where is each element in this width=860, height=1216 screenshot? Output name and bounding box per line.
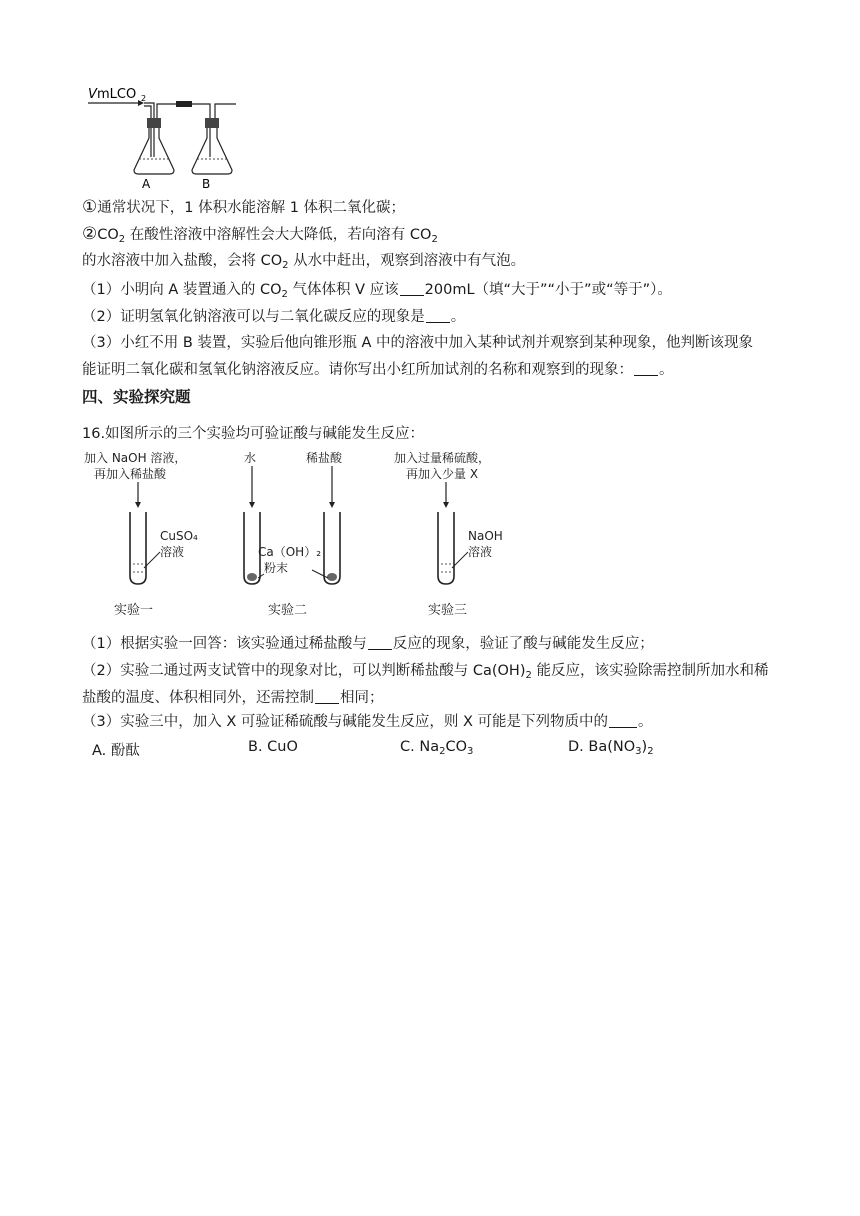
note-2-text-b: 在酸性溶液中溶解性会大大降低，若向溶有 CO	[125, 227, 432, 243]
note-2-text-c: 的水溶液中加入盐酸，会将 CO	[82, 253, 283, 269]
q15-part-1	[82, 280, 672, 300]
note-1-text: 通常状况下，1 体积水能溶解 1 体积二氧化碳；	[97, 200, 406, 216]
gas-label-sub: 2	[141, 94, 147, 103]
option-d-label-b: )	[641, 739, 648, 755]
exp3-side-label-2: 溶液	[468, 545, 493, 559]
answer-blank[interactable]	[400, 281, 424, 296]
option-c-label-a: C. Na	[400, 739, 440, 755]
note-2	[82, 224, 438, 245]
q16-part-1	[82, 634, 654, 654]
flask-a-label: A	[142, 177, 151, 191]
q15-p2-text-b: 。	[450, 309, 466, 325]
q16-p3-text-a: （3）实验三中，加入 X 可验证稀硫酸与碱能发生反应，则 X 可能是下列物质中的	[82, 714, 609, 730]
q15-part-2	[82, 307, 465, 327]
answer-blank[interactable]	[426, 308, 450, 323]
q15-p2-text-a: （2）证明氢氧化钠溶液可以与二氧化碳反应的现象是	[82, 309, 425, 325]
gas-label-v: V	[88, 87, 97, 102]
note-1-marker: ①	[82, 197, 98, 217]
q16-p2-text-a: （2）实验二通过两支试管中的现象对比，可以判断稀盐酸与 Ca(OH)	[82, 663, 526, 679]
exp2-acid-label: 稀盐酸	[306, 451, 343, 465]
q16-stem: 16.如图所示的三个实验均可验证酸与碱能发生反应：	[82, 426, 425, 442]
gas-apparatus-figure	[84, 82, 244, 194]
option-c-label-b: CO	[445, 739, 467, 755]
section-heading: 四、实验探究题	[82, 388, 191, 406]
exp1-instruction-1: 加入 NaOH 溶液，	[84, 451, 187, 465]
exp2-caption: 实验二	[268, 603, 308, 618]
q16-part-2	[82, 661, 768, 681]
note-2-marker: ②	[82, 224, 98, 244]
option-d-sub-1: 3	[635, 746, 642, 757]
q16-part-3	[82, 712, 653, 732]
exp2-side-label-2: 粉末	[264, 561, 289, 575]
q15-p3-line2-a: 能证明二氧化碳和氢氧化钠溶液反应。请你写出小红所加试剂的名称和观察到的现象：	[82, 362, 633, 378]
test-tube-3	[438, 512, 454, 584]
answer-blank[interactable]	[315, 689, 339, 704]
q16-p1-text-b: 反应的现象，验证了酸与碱能发生反应；	[392, 636, 654, 652]
exp1-caption: 实验一	[114, 603, 154, 618]
q15-p1-sub: 2	[281, 289, 288, 300]
q15-part-3-cont	[82, 360, 674, 380]
exp3-side-label-1: NaOH	[468, 529, 503, 543]
exp1-side-label-2: 溶液	[160, 545, 185, 559]
option-d[interactable]	[568, 739, 654, 755]
gas-label: mLCO	[97, 87, 137, 102]
q16-p3-text-b: 。	[638, 714, 653, 730]
note-2-sub-a: 2	[118, 234, 126, 245]
exp3-caption: 实验三	[428, 603, 468, 618]
answer-blank[interactable]	[609, 713, 637, 728]
q15-p1-text-c: 200mL（填“大于”“小于”或“等于”）。	[424, 282, 672, 298]
q15-part-3	[82, 333, 753, 353]
option-c-sub-1: 2	[439, 746, 446, 757]
option-d-sub-2: 2	[647, 746, 654, 757]
q15-p1-text-b: 气体体积 V 应该	[287, 282, 399, 298]
exp1-instruction-2: 再加入稀盐酸	[94, 467, 167, 481]
answer-blank[interactable]	[634, 361, 658, 376]
option-c-sub-2: 3	[467, 746, 474, 757]
note-2-sub-b: 2	[431, 234, 438, 245]
note-2-text-a: CO	[97, 227, 119, 243]
exp1-side-label-1: CuSO₄	[160, 529, 198, 543]
q15-p3-line2-b: 。	[659, 362, 674, 378]
note-2-text-d: 从水中赶出，观察到溶液中有气泡。	[288, 253, 526, 269]
q15-p3-line1: （3）小红不用 B 装置，实验后他向锥形瓶 A 中的溶液中加入某种试剂并观察到某种现象，他判断该现象	[82, 335, 754, 351]
exp2-water-label: 水	[244, 451, 257, 465]
flask-b-label: B	[202, 177, 211, 191]
q16-part-2-cont	[82, 688, 384, 708]
q16-p2-line2-b: 相同；	[340, 690, 384, 706]
option-a-label: A. 酚酞	[92, 743, 140, 759]
q16-p2-line2-a: 盐酸的温度、体积相同外，还需控制	[82, 690, 314, 706]
option-d-label-a: D. Ba(NO	[568, 739, 636, 755]
exp3-instruction-1: 加入过量稀硫酸，	[394, 451, 491, 465]
q15-p1-text-a: （1）小明向 A 装置通入的 CO	[82, 282, 282, 298]
note-1	[82, 197, 405, 218]
exp3-instruction-2: 再加入少量 X	[406, 467, 479, 481]
option-a[interactable]	[92, 739, 140, 760]
q16-p2-sub: 2	[525, 670, 532, 681]
exp2-side-label-1: Ca（OH）₂	[258, 545, 322, 559]
note-2-sub-c: 2	[282, 260, 289, 271]
q16-p1-text-a: （1）根据实验一回答：该实验通过稀盐酸与	[82, 636, 367, 652]
test-tube-1	[130, 512, 146, 584]
option-b[interactable]	[248, 739, 298, 755]
answer-blank[interactable]	[368, 635, 392, 650]
experiments-figure	[84, 448, 514, 624]
q16-p2-text-b: 能反应，该实验除需控制所加水和稀	[531, 663, 769, 679]
option-b-label: B. CuO	[248, 739, 298, 755]
note-2-cont	[82, 251, 525, 271]
option-c[interactable]	[400, 739, 473, 755]
